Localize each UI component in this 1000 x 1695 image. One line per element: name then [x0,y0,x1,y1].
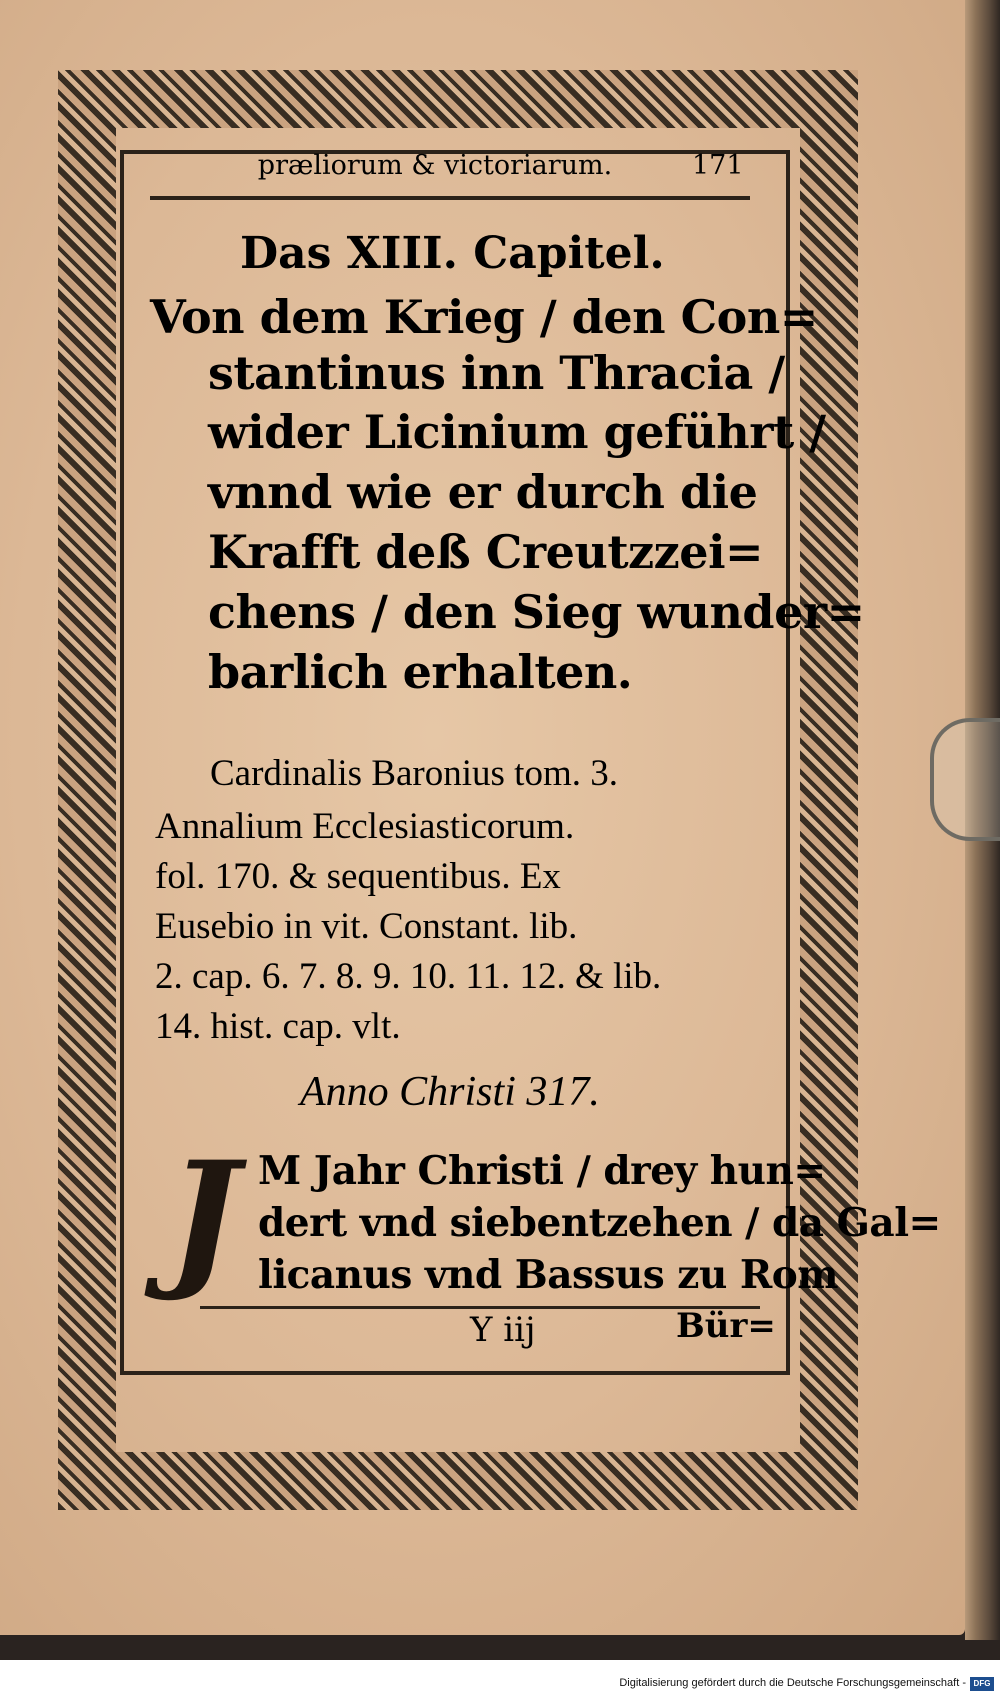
title-line: barlich erhalten. [208,645,633,699]
title-line: chens / den Sieg wunder= [208,585,865,639]
latin-line: fol. 170. & sequentibus. Ex [155,856,561,897]
body-line: licanus vnd Bassus zu Rom [258,1252,839,1298]
digitization-credit: Digitalisierung gefördert durch die Deutsche Forschungsgemeinschaft - [619,1677,966,1689]
page-number: 171 [692,150,744,181]
header-rule [150,196,750,200]
catchword: Bür= [676,1306,776,1346]
dfg-logo: DFG [970,1677,994,1691]
latin-line: 14. hist. cap. vlt. [155,1006,401,1047]
anno-christi: Anno Christi 317. [300,1069,600,1115]
title-line: wider Licinium geführt / [208,405,826,459]
chapter-heading: Das XIII. Capitel. [240,228,665,279]
body-line: dert vnd siebentzehen / da Gal= [258,1200,941,1246]
latin-line: 2. cap. 6. 7. 8. 9. 10. 11. 12. & lib. [155,956,662,997]
latin-line: Eusebio in vit. Constant. lib. [155,906,578,947]
running-head: prӕliorum & victoriarum. [257,150,613,181]
signature-mark: Y iij [470,1310,536,1350]
bookmark-tab [930,718,1000,841]
latin-line: Cardinalis Baronius tom. 3. [210,753,618,794]
title-line: stantinus inn Thracia / [208,346,785,400]
body-line: M Jahr Christi / drey hun= [258,1148,826,1194]
drop-cap: J [168,1129,239,1305]
latin-line: Annalium Ecclesiasticorum. [155,806,575,847]
title-line: Krafft deß Creutzzei= [208,525,764,579]
title-line: vnnd wie er durch die [208,465,758,519]
title-line: Von dem Krieg / den Con= [150,290,818,344]
